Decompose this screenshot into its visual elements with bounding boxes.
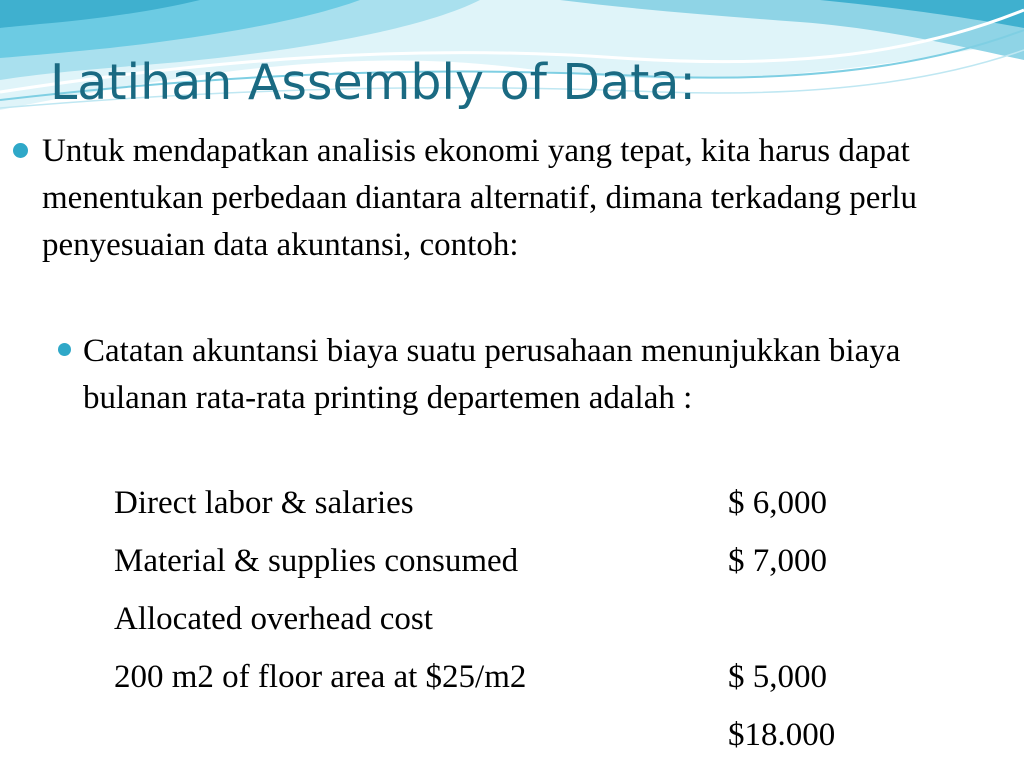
cost-total-amount: $18.000 bbox=[728, 717, 836, 753]
bullet-dot-icon bbox=[13, 143, 28, 158]
bullet-text-1: Untuk mendapatkan analisis ekonomi yang tepat, kita harus dapat menentukan perbedaan diantara alternatif, dimana terkadang perlu penyesuaian data akuntansi, contoh: bbox=[42, 133, 917, 263]
sub-bullet-dot-icon bbox=[58, 343, 71, 356]
cost-label: Material & supplies consumed bbox=[114, 543, 519, 579]
cost-label: 200 m2 of floor area at $25/m2 bbox=[114, 659, 527, 695]
cost-amount: $ 6,000 bbox=[728, 485, 827, 521]
cost-amount: $ 7,000 bbox=[728, 543, 827, 579]
bullet-text-2: Catatan akuntansi biaya suatu perusahaan menunjukkan biaya bulanan rata-rata printing departemen adalah : bbox=[83, 333, 901, 416]
cost-label: Allocated overhead cost bbox=[114, 601, 433, 637]
cost-label: Direct labor & salaries bbox=[114, 485, 414, 521]
cost-amount: $ 5,000 bbox=[728, 659, 827, 695]
slide-title: Latihan Assembly of Data: bbox=[50, 54, 696, 111]
